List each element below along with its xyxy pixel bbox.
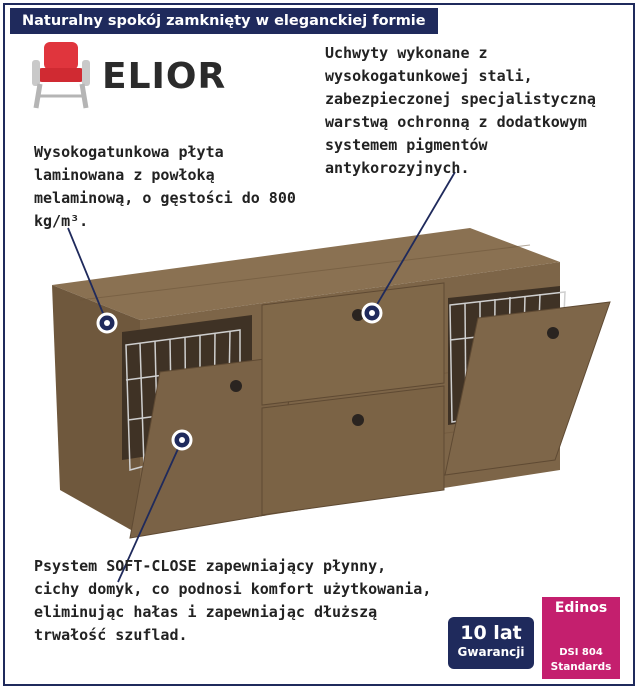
warranty-years: 10 lat	[460, 622, 522, 644]
edinos-dsi: DSI 804	[559, 647, 603, 658]
warranty-label: Gwarancji	[457, 645, 525, 659]
edinos-name: Edinos	[554, 600, 608, 616]
callout-softclose: Psystem SOFT-CLOSE zapewniający płynny, cichy domyk, co podnosi komfort użytkowania, eliminując hałas i zapewniając dłuższą trwałość szuflad.	[34, 557, 432, 644]
callout-board: Wysokogatunkowa płyta laminowana z powłoką melaminową, o gęstości do 800 kg/m³.	[34, 143, 296, 230]
cabinet	[52, 228, 610, 538]
header-banner: Naturalny spokój zamknięty w eleganckiej formie	[10, 8, 438, 34]
armchair-icon	[32, 42, 90, 108]
edinos-badge	[542, 597, 620, 679]
callout-handles: Uchwyty wykonane z wysokogatunkowej stali, zabezpieczonej specjalistyczną warstwą ochronną z dodatkowym systemem pigmentów antykorozyjnych.	[325, 44, 596, 177]
edinos-standards: Standards	[550, 661, 612, 673]
brand-name: ELIOR	[102, 56, 227, 97]
warranty-badge	[448, 617, 534, 669]
